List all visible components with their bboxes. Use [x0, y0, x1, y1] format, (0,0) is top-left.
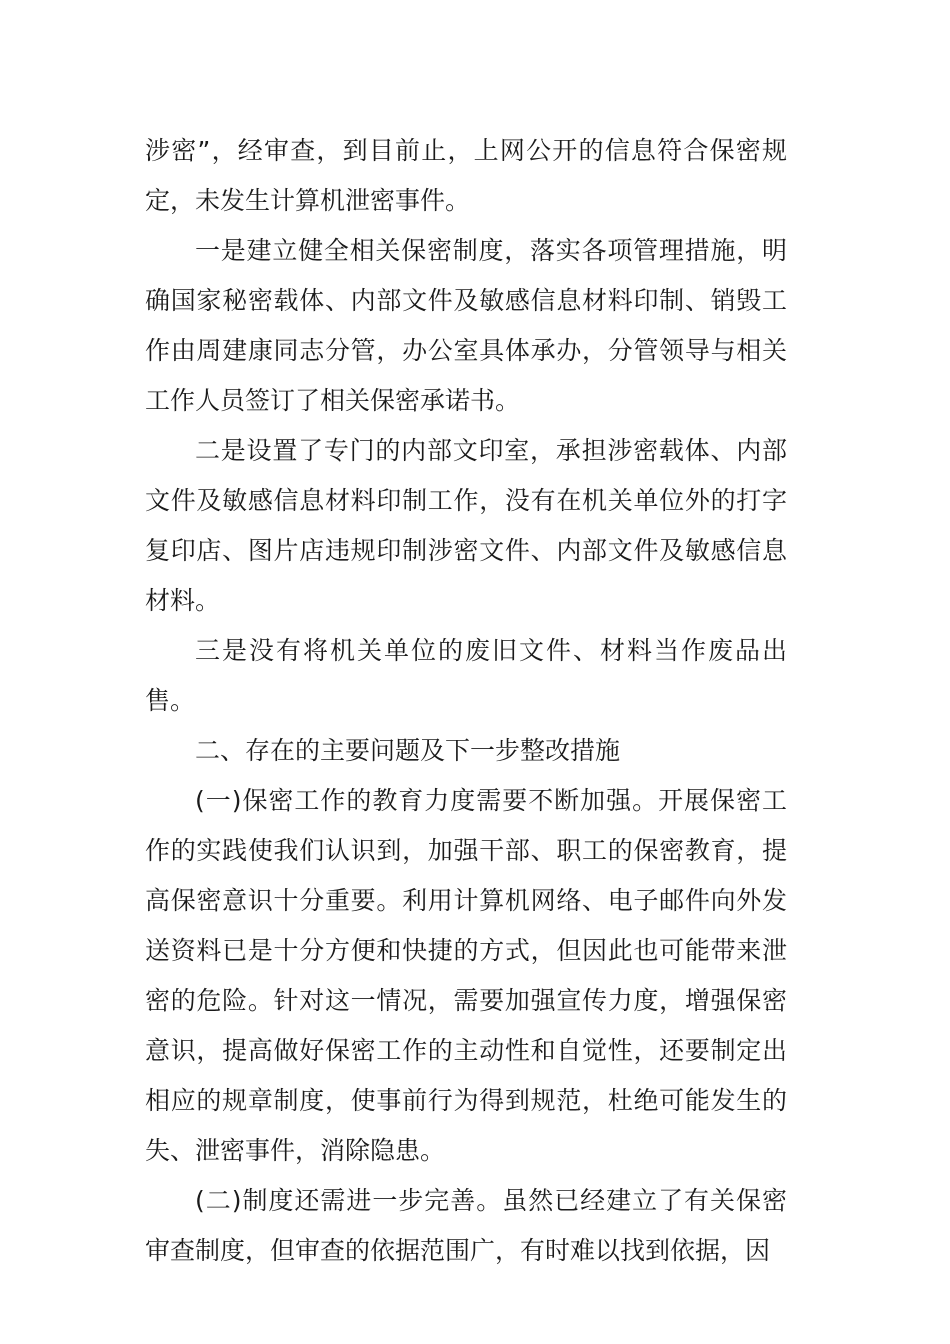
- document-body: [145, 126, 787, 1276]
- paragraph-3: 二是设置了专门的内部文印室，承担涉密载体、内部文件及敏感信息材料印制工作，没有在机关单位外的打字复印店、图片店违规印制涉密文件、内部文件及敏感信息材料。: [145, 436, 787, 615]
- paragraph-1: 涉密”，经审查，到目前止，上网公开的信息符合保密规定，未发生计算机泄密事件。: [145, 136, 787, 215]
- section-heading: 二、存在的主要问题及下一步整改措施: [195, 736, 621, 765]
- paragraph-2: 一是建立健全相关保密制度，落实各项管理措施，明确国家秘密载体、内部文件及敏感信息材料印制、销毁工作由周建康同志分管，办公室具体承办，分管领导与相关工作人员签订了相关保密承诺书。: [145, 236, 787, 415]
- paragraph-6: (二)制度还需进一步完善。虽然已经建立了有关保密审查制度，但审查的依据范围广，有时难以找到依据，因: [145, 1186, 787, 1265]
- paragraph-4: 三是没有将机关单位的废旧文件、材料当作废品出售。: [145, 636, 787, 715]
- paragraph-5: (一)保密工作的教育力度需要不断加强。开展保密工作的实践使我们认识到，加强干部、职工的保密教育，提高保密意识十分重要。利用计算机网络、电子邮件向外发送资料已是十分方便和快捷的方式，但因此也可能带来泄密的危险。针对这一情况，需要加强宣传力度，增强保密意识，提高做好保密工作的主动性和自觉性，还要制定出相应的规章制度，使事前行为得到规范，杜绝可能发生的失、泄密事件，消除隐患。: [145, 786, 787, 1165]
